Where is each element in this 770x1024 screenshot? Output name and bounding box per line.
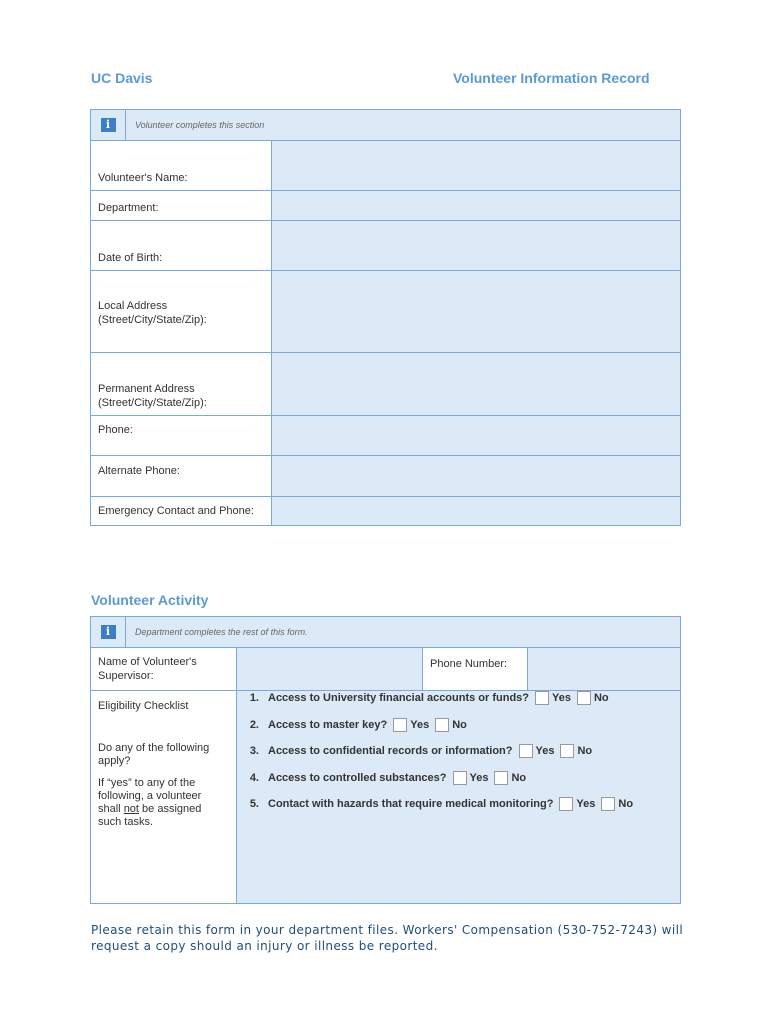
volunteer-info-table: [90, 109, 681, 526]
phone-number-label: Phone Number:: [423, 648, 528, 691]
apply-question: [98, 742, 230, 768]
form-row-dob: [91, 221, 681, 271]
phone-field[interactable]: [272, 416, 681, 456]
local-address-label-line2: (Street/City/State/Zip):: [98, 314, 207, 326]
form-row-permanent-address: [91, 353, 681, 416]
supervisor-label: [91, 648, 237, 691]
checklist-item-3: 3. Access to confidential records or information? Yes No: [249, 745, 593, 758]
form-row-phone: [91, 416, 681, 456]
local-address-label-line1: Local Address: [98, 300, 168, 312]
alt-phone-label: Alternate Phone:: [91, 456, 272, 497]
no-checkbox[interactable]: [577, 691, 591, 705]
eligibility-row: [91, 691, 681, 904]
name-field[interactable]: [272, 141, 681, 191]
permanent-address-label-line1: Permanent Address: [98, 383, 195, 395]
emergency-label: Emergency Contact and Phone:: [91, 497, 272, 526]
permanent-address-input[interactable]: [279, 393, 674, 410]
name-label: Volunteer's Name:: [91, 141, 272, 191]
yes-note: [98, 777, 230, 829]
alt-phone-field[interactable]: [272, 456, 681, 497]
no-checkbox[interactable]: [560, 744, 574, 758]
supervisor-field[interactable]: [237, 648, 423, 691]
yes-note-line3: shall not be assigned: [98, 803, 202, 815]
yes-checkbox[interactable]: [519, 744, 533, 758]
activity-table: [90, 616, 681, 904]
department-label: Department:: [91, 191, 272, 221]
checklist-cell: [237, 691, 681, 904]
question-text: Access to University financial accounts or funds?: [268, 692, 530, 705]
apply-question-line1: Do any of the following: [98, 742, 210, 754]
form-title: Volunteer Information Record: [453, 70, 650, 86]
yes-checkbox[interactable]: [453, 771, 467, 785]
department-input[interactable]: [279, 198, 674, 215]
info-icon: i: [101, 625, 116, 639]
yes-checkbox[interactable]: [535, 691, 549, 705]
question-text: Access to master key?: [268, 718, 388, 731]
checklist-item-5: 5. Contact with hazards that require medical monitoring? Yes No: [249, 798, 634, 811]
org-name: UC Davis: [91, 70, 153, 86]
no-checkbox[interactable]: [494, 771, 508, 785]
form-row-name: [91, 141, 681, 191]
checklist-item-2: 2. Access to master key? Yes No: [249, 718, 467, 731]
footer-note: [91, 922, 691, 954]
phone-input[interactable]: [279, 433, 674, 450]
emergency-field[interactable]: [272, 497, 681, 526]
supervisor-row: [91, 648, 681, 691]
form-row-emergency: [91, 497, 681, 526]
emergency-input[interactable]: [279, 503, 674, 520]
form-row-alt-phone: [91, 456, 681, 497]
footer-line1: Please retain this form in your department files. Workers' Compensation (530-752-7243) will: [91, 923, 684, 937]
yes-note-line1: If “yes” to any of the: [98, 777, 196, 789]
form-row-local-address: [91, 271, 681, 353]
yes-checkbox[interactable]: [559, 797, 573, 811]
dob-label: Date of Birth:: [91, 221, 272, 271]
permanent-address-label-line2: (Street/City/State/Zip):: [98, 397, 207, 409]
yes-note-line4: such tasks.: [98, 816, 154, 828]
eligibility-label: Eligibility Checklist: [98, 700, 189, 712]
supervisor-label-line1: Name of Volunteer's: [98, 656, 197, 668]
form-row-department: [91, 191, 681, 221]
no-checkbox[interactable]: [601, 797, 615, 811]
yes-checkbox[interactable]: [393, 718, 407, 732]
local-address-field[interactable]: [272, 271, 681, 353]
checklist-item-1: 1. Access to University financial accounts or funds? Yes No: [249, 692, 609, 705]
dob-input[interactable]: [279, 248, 674, 265]
permanent-address-label: [91, 353, 272, 416]
phone-number-field[interactable]: [528, 648, 681, 691]
activity-section-title: Volunteer Activity: [91, 592, 209, 608]
yes-note-line2: following, a volunteer: [98, 790, 202, 802]
permanent-address-field[interactable]: [272, 353, 681, 416]
activity-info-row: [91, 617, 681, 648]
dob-field[interactable]: [272, 221, 681, 271]
local-address-input[interactable]: [279, 330, 674, 347]
no-checkbox[interactable]: [435, 718, 449, 732]
eligibility-cell: [91, 691, 237, 904]
info-icon: i: [101, 118, 116, 132]
name-input[interactable]: [279, 168, 674, 185]
question-text: Contact with hazards that require medical monitoring?: [268, 798, 554, 811]
alt-phone-input[interactable]: [279, 474, 674, 491]
department-field[interactable]: [272, 191, 681, 221]
section1-info-text: Volunteer completes this section: [135, 120, 265, 130]
checklist-item-4: 4. Access to controlled substances? Yes No: [249, 771, 527, 784]
question-text: Access to controlled substances?: [268, 771, 447, 784]
eligibility-checklist: [237, 685, 680, 818]
apply-question-line2: apply?: [98, 755, 131, 767]
phone-label: Phone:: [91, 416, 272, 456]
question-text: Access to confidential records or information?: [268, 745, 513, 758]
local-address-label: [91, 271, 272, 353]
phone-number-input[interactable]: [535, 668, 674, 685]
footer-line2: request a copy should an injury or illness be reported.: [91, 939, 438, 953]
supervisor-label-line2: Supervisor:: [98, 670, 154, 682]
not-emphasis: not: [123, 803, 139, 815]
supervisor-input[interactable]: [244, 668, 416, 685]
info-row: [91, 110, 681, 141]
section2-info-text: Department completes the rest of this form.: [135, 627, 308, 637]
